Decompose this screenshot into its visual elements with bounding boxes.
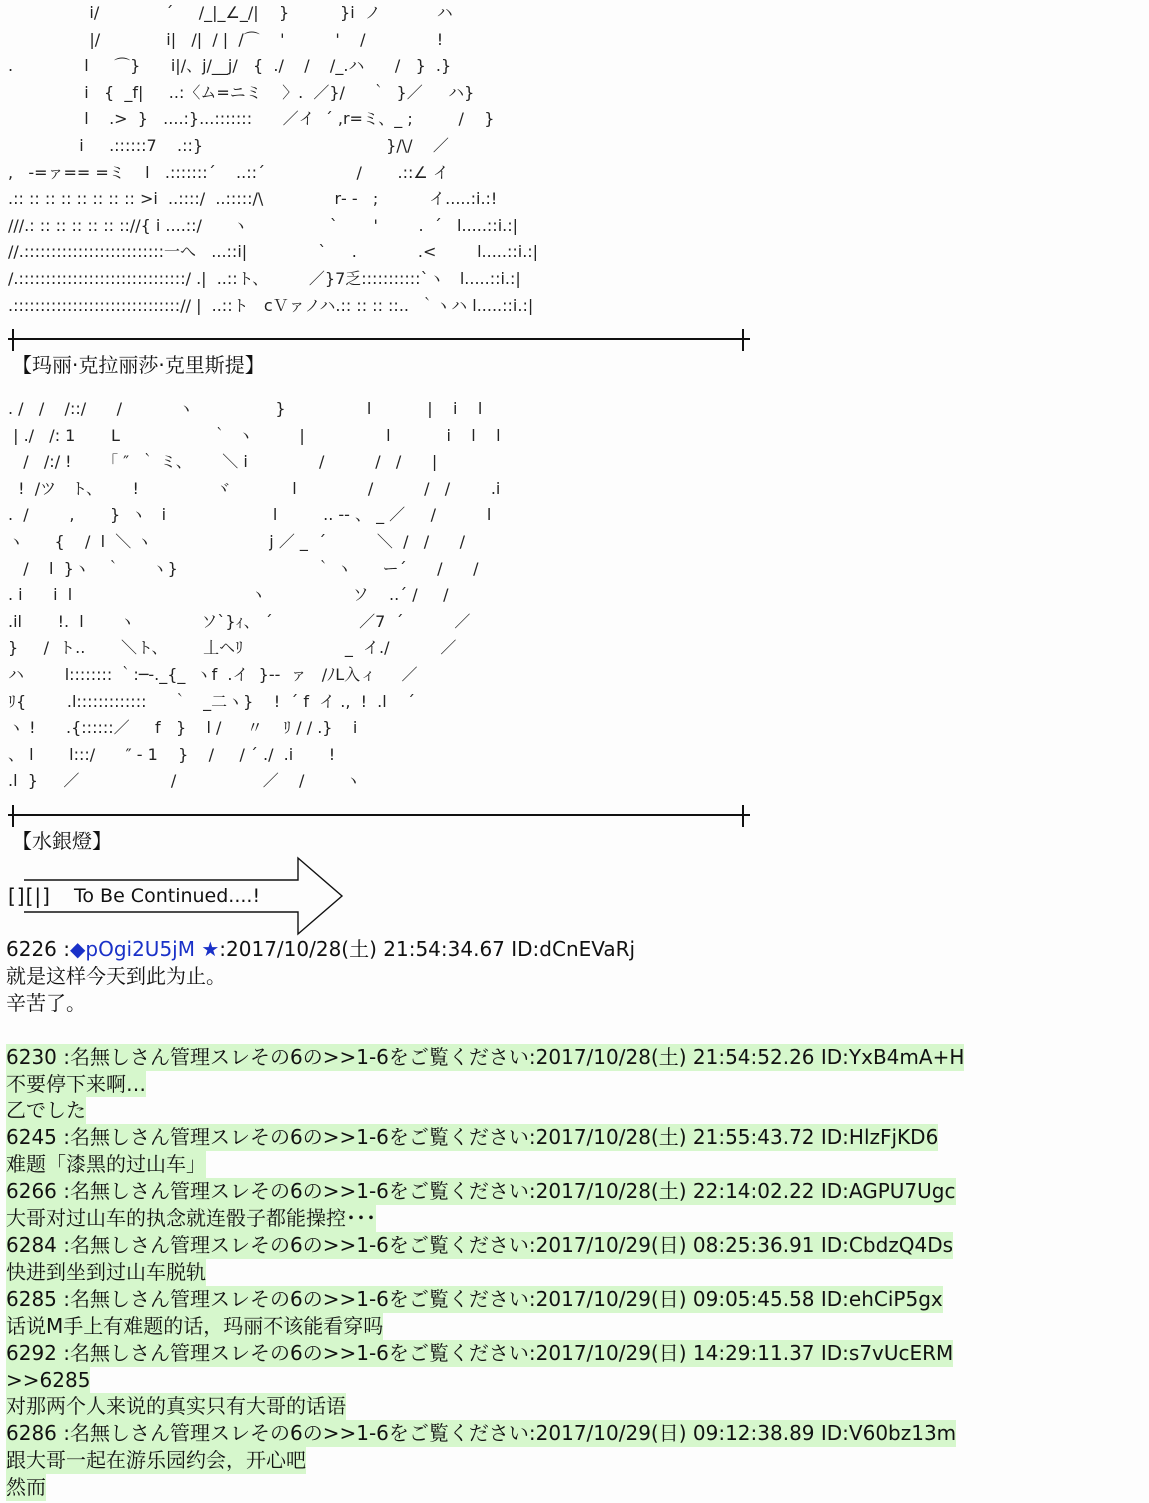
post-number[interactable]: 6292 <box>6 1340 57 1365</box>
post-body-line: 跟大哥一起在游乐园约会，开心吧 <box>6 1448 306 1473</box>
post-header <box>6 1286 943 1313</box>
post-meta: :名無しさん管理スレその6の>>1-6をご覧ください:2017/10/29(日) 09:12:38.89 ID:V60bz13m <box>56 1421 957 1446</box>
post-body-line: 就是这样今天到此为止。 <box>6 963 226 988</box>
post-header <box>6 936 1006 963</box>
post-body-line: 不要停下来啊… <box>6 1071 146 1096</box>
post-header <box>6 1178 956 1205</box>
post-meta: :名無しさん管理スレその6の>>1-6をご覧ください:2017/10/29(日) 14:29:11.37 ID:s7vUcERM <box>56 1340 954 1365</box>
post-body-line: 难题「漆黑的过山车」 <box>6 1152 206 1177</box>
post-6284 <box>6 1232 1006 1286</box>
post-meta: :名無しさん管理スレその6の>>1-6をご覧ください:2017/10/28(土) 21:55:43.72 ID:HlzFjKD6 <box>56 1125 939 1150</box>
post-header <box>6 1420 956 1447</box>
post-6226 <box>6 936 1006 1044</box>
post-list <box>6 936 1006 1501</box>
post-number[interactable]: 6230 <box>6 1044 57 1069</box>
divider-bottom <box>8 814 750 816</box>
post-number[interactable]: 6245 <box>6 1125 57 1150</box>
post-body-line: 大哥对过山车的执念就连骰子都能操控･･･ <box>6 1206 376 1231</box>
tbc-label: To Be Continued....! <box>74 885 261 907</box>
post-meta: :名無しさん管理スレその6の>>1-6をご覧ください:2017/10/29(日) 09:05:45.58 ID:ehCiP5gx <box>56 1286 943 1311</box>
post-meta: :名無しさん管理スレその6の>>1-6をご覧ください:2017/10/28(土) 21:54:52.26 ID:YxB4mA+H <box>56 1044 965 1069</box>
post-6230 <box>6 1044 1006 1125</box>
post-body-line: 对那两个人来说的真实只有大哥的话语 <box>6 1394 346 1419</box>
caption-mary: 【玛丽·克拉丽莎·克里斯提】 <box>12 353 265 377</box>
star-icon: ★ <box>195 937 220 961</box>
divider-top <box>8 338 750 340</box>
post-6245 <box>6 1124 1006 1178</box>
post-number[interactable]: 6285 <box>6 1286 57 1311</box>
post-body-line: 辛苦了。 <box>6 990 86 1015</box>
post-number[interactable]: 6284 <box>6 1232 57 1257</box>
post-number[interactable]: 6226 <box>6 937 57 961</box>
post-6266 <box>6 1178 1006 1232</box>
post-separator: : <box>56 937 71 961</box>
post-number[interactable]: 6266 <box>6 1179 57 1204</box>
post-header <box>6 1340 953 1367</box>
to-be-continued-arrow <box>8 856 348 936</box>
post-6292 <box>6 1340 1006 1421</box>
post-body-line: 然而 <box>6 1475 46 1500</box>
post-header <box>6 1044 964 1071</box>
tbc-bracket-mark: [][|] <box>8 884 51 908</box>
post-body-line <box>6 1017 1006 1044</box>
post-number[interactable]: 6286 <box>6 1421 57 1446</box>
post-body-line: 话说M手上有难题的话，玛丽不该能看穿吗 <box>6 1313 384 1338</box>
poster-trip[interactable]: ◆pOgi2U5jM <box>70 937 195 961</box>
post-body-line: 快进到坐到过山车脱轨 <box>6 1259 206 1284</box>
post-header <box>6 1232 953 1259</box>
post-meta: :名無しさん管理スレその6の>>1-6をご覧ください:2017/10/29(日) 08:25:36.91 ID:CbdzQ4Ds <box>56 1232 954 1257</box>
ascii-art-top: i/ ´ /_|_∠_/| } }i ノ ハ |/ i| /| / | /⌒ ' ' / ! . l ⌒} i|/、j/__j/ { ./ / /_.ハ / } .} i { _f| ..:〈ム=ニミ 〉. ／}/ ｀ }／ ハ} l .> } ....:}...::::::: ／イ ´ ,r=ミ、_ ; / } i .::::::7 .::} }/\/ ／ , -=ァ== =ミ l .:::::::´ ..::´ / .::∠ イ .:: :: :: :: :: :: :: :: >i ..::::/ ..:::::/\ r‐ ‐ ; イ.....:i.:! ///.: :: :: :: :: :: :://{ i ....::/ ヽ ` ' . ´ l.....::i.:| //.::::::::::::::::::::::::::一へ ...::i| ` . .< l.....::i.:| /.:::::::::::::::::::::::::::::::/ .| ..::ト、 ／}7乏:::::::::::`ヽ l.....::i.:| .:::::::::::::::::::::::::::::::// | ..::ト cＶァノハ.:: :: :: ::.. ｀ヽハ l.....::i.:| <box>8 3 539 315</box>
post-body-line: 乙でした <box>6 1098 86 1123</box>
ascii-art-middle: . / / /::/ / ヽ } l | i l | ./ /: 1 L ｀ ヽ | l i l l / /:/ ! 「 ″ ｀ ミ、 ＼ i / / / | ! /ツ ト、 ! ヾ l / / / .i . / , } ヽ i l .. ‐‐ 、 _ ／ / l ヽ { / l ＼ ヽ j ／ _ ´ ＼ / / / / l }ヽ ｀ ヽ} ｀ ヽ ー´ / / . i i l ヽ ソ ..´ / / .il !. l ヽ ソ`}ｨ、 ´ ／7 ´ ／ } / ト.. ＼ト、 丄ヘﾘ _ イ./ ／ ハ l:::::::: ｀:─-._{_ ヽf .イ }-‐ ァ /ﾉL入ィ ／ ﾘ{ .l::::::::::::: ｀ _二ヽ} ! ´ f イ ., ! .l ´ ヽ ! .{::::::／ f } l / 〃 ﾘ / / .} i 、 l l:::/ ″ ‐ 1 } / / ´ ./ .i ! .l } ／ / ／ / ヽ <box>8 399 501 791</box>
post-meta: :2017/10/28(土) 21:54:34.67 ID:dCnEVaRj <box>219 937 636 961</box>
post-meta: :名無しさん管理スレその6の>>1-6をご覧ください:2017/10/28(土) 22:14:02.22 ID:AGPU7Ugc <box>56 1179 956 1204</box>
caption-suigintou: 【水銀燈】 <box>12 829 112 853</box>
reply-anchor-link[interactable]: >>6285 <box>6 1367 91 1392</box>
post-header <box>6 1124 938 1151</box>
post-6285 <box>6 1286 1006 1340</box>
post-6286 <box>6 1420 1006 1501</box>
